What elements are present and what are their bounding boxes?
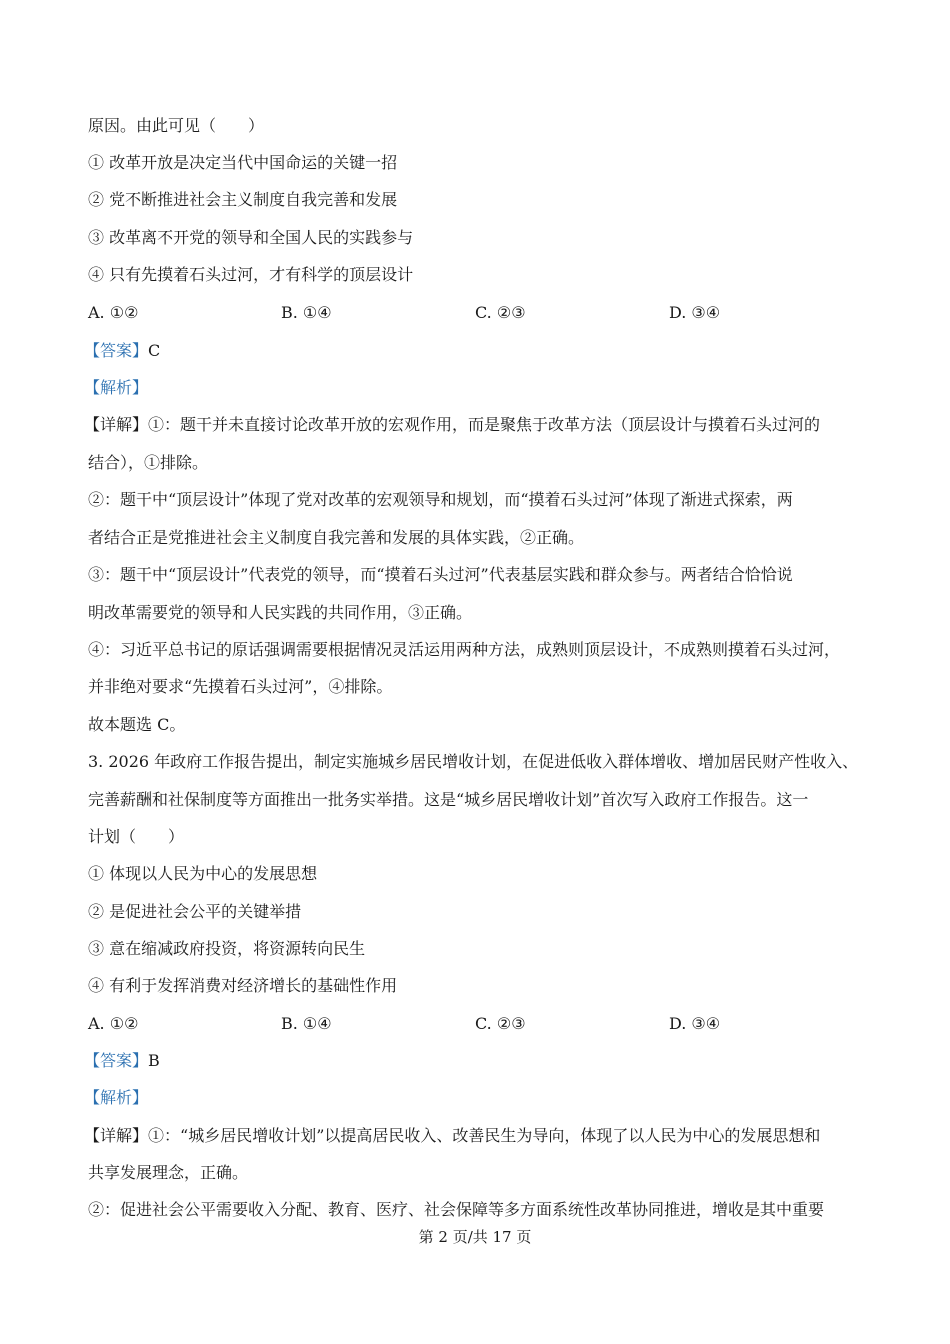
q2-statement-2: ② 党不断推进社会主义制度自我完善和发展 [88,190,398,209]
q2-analysis-label: 【解析】 [84,378,149,397]
q2-statement-4: ④ 只有先摸着石头过河，才有科学的顶层设计 [88,265,414,284]
q3-option-a: A. ①② [88,1014,139,1033]
q2-detail-line-4: 者结合正是党推进社会主义制度自我完善和发展的具体实践，②正确。 [88,528,585,547]
q2-analysis-tag [84,378,870,398]
q2-conclusion: 故本题选 C。 [88,715,186,734]
q3-detail-line-2: 共享发展理念，正确。 [88,1163,249,1182]
q2-option-b: B. ①④ [281,303,332,322]
q3-statement-3: ③ 意在缩减政府投资，将资源转向民生 [88,939,366,958]
q2-detail-line-6: 明改革需要党的领导和人民实践的共同作用，③正确。 [88,603,473,622]
q2-statement-1: ① 改革开放是决定当代中国命运的关键一招 [88,153,398,172]
q2-option-a: A. ①② [88,303,139,322]
q2-stem-tail: 原因。由此可见（ ） [88,116,265,135]
q3-stem-line-3: 计划（ ） [88,827,185,846]
q3-statement-4: ④ 有利于发挥消费对经济增长的基础性作用 [88,976,398,995]
q2-detail-line-1 [84,415,870,435]
q2-detail-line-5: ③：题干中“顶层设计”代表党的领导，而“摸着石头过河”代表基层实践和群众参与。两者结合恰恰说 [88,565,793,584]
q3-option-c: C. ②③ [475,1014,526,1033]
q3-detail-text-1: ①：“城乡居民增收计划”以提高居民收入、改善民生为导向，体现了以人民为中心的发展思想和 [148,1126,821,1145]
q2-answer [84,341,870,361]
q2-answer-value: C [148,341,161,360]
q3-detail-line-3: ②：促进社会公平需要收入分配、教育、医疗、社会保障等多方面系统性改革协同推进，增收是其中重要 [88,1200,825,1219]
q2-detail-line-3: ②：题干中“顶层设计”体现了党对改革的宏观领导和规划，而“摸着石头过河”体现了渐进式探索，两 [88,490,793,509]
q3-option-d: D. ③④ [669,1014,721,1033]
q2-answer-tag: 【答案】 [84,341,149,360]
q2-detail-line-7: ④：习近平总书记的原话强调需要根据情况灵活运用两种方法，成熟则顶层设计，不成熟则摸着石头过河， [88,640,841,659]
q2-detail-text-1: ①：题干并未直接讨论改革开放的宏观作用，而是聚焦于改革方法（顶层设计与摸着石头过河的 [148,415,821,434]
q3-answer-tag: 【答案】 [84,1051,149,1070]
q3-answer-value: B [148,1051,160,1070]
q2-detail-tag: 【详解】 [84,415,149,434]
q3-analysis-label: 【解析】 [84,1088,149,1107]
q3-statement-1: ① 体现以人民为中心的发展思想 [88,864,318,883]
q3-stem-line-1: 3. 2026 年政府工作报告提出，制定实施城乡居民增收计划，在促进低收入群体增收、增加居民财产性收入、 [88,752,859,771]
q3-analysis-tag [84,1088,870,1108]
q3-detail-line-1 [84,1126,870,1146]
page-footer: 第 2 页/共 17 页 [418,1228,532,1246]
q2-detail-line-2: 结合），①排除。 [88,453,209,472]
q2-option-c: C. ②③ [475,303,526,322]
q3-statement-2: ② 是促进社会公平的关键举措 [88,902,302,921]
q3-answer [84,1051,870,1071]
q2-option-d: D. ③④ [669,303,721,322]
q2-statement-3: ③ 改革离不开党的领导和全国人民的实践参与 [88,228,414,247]
q3-stem-line-2: 完善薪酬和社保制度等方面推出一批务实举措。这是“城乡居民增收计划”首次写入政府工作报告。这一 [88,790,809,809]
q3-option-b: B. ①④ [281,1014,332,1033]
q3-detail-tag: 【详解】 [84,1126,149,1145]
q2-detail-line-8: 并非绝对要求“先摸着石头过河”，④排除。 [88,677,393,696]
